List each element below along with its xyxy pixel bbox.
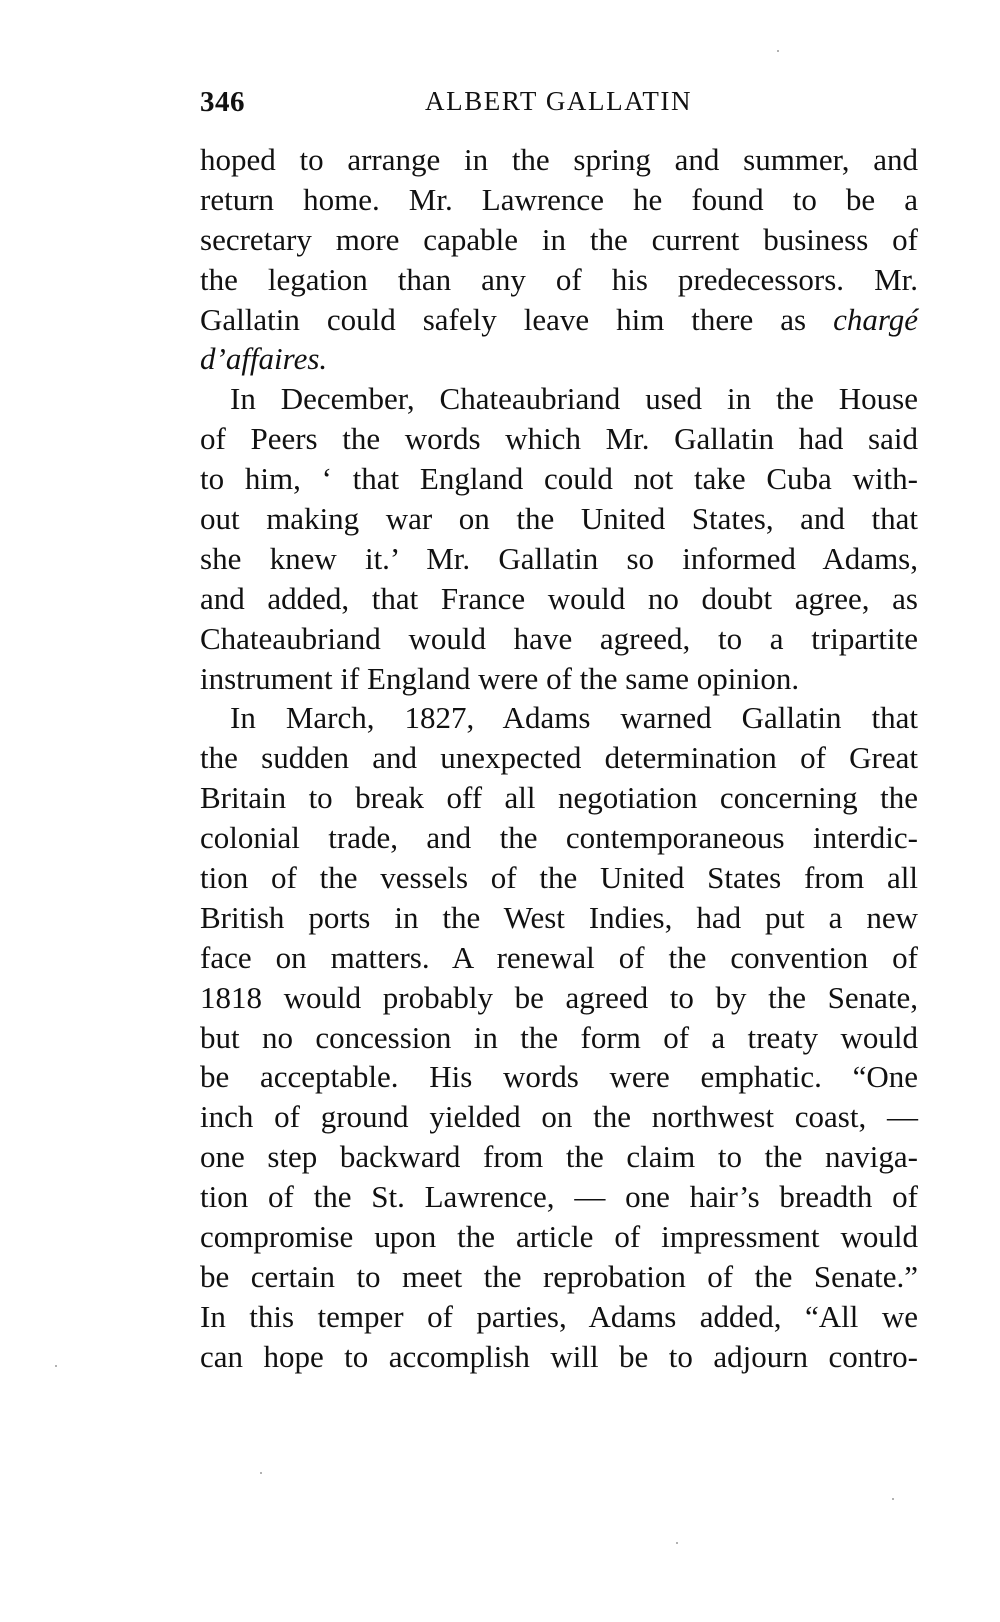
line-text: to him, ‘ that England could not take Cuba with- xyxy=(200,461,918,497)
running-title: ALBERT GALLATIN xyxy=(425,86,693,116)
text-line xyxy=(200,1177,918,1217)
line-text: return home. Mr. Lawrence he found to be a xyxy=(200,181,918,217)
line-text: Britain to break off all negotiation concerning the xyxy=(200,780,918,816)
paper-speck xyxy=(892,1498,894,1500)
line-text: British ports in the West Indies, had put a new xyxy=(200,899,918,935)
text-line xyxy=(200,738,918,778)
text-line xyxy=(200,898,918,938)
text-line xyxy=(200,1337,918,1377)
line-text: 1818 would probably be agreed to by the Senate, xyxy=(200,979,918,1015)
text-line xyxy=(200,698,918,738)
text-line xyxy=(200,180,918,220)
text-line xyxy=(200,1057,918,1097)
text-line xyxy=(200,419,918,459)
line-text: and added, that France would no doubt agree, as xyxy=(200,580,918,616)
text-line xyxy=(200,978,918,1018)
text-line xyxy=(200,659,918,699)
text-line xyxy=(200,1018,918,1058)
line-text: tion of the St. Lawrence, — one hair’s breadth of xyxy=(200,1179,918,1215)
line-text: tion of the vessels of the United States from all xyxy=(200,860,918,896)
line-text: but no concession in the form of a treaty would xyxy=(200,1019,918,1055)
line-text: secretary more capable in the current business of xyxy=(200,221,918,257)
line-text: be certain to meet the reprobation of the Senate.” xyxy=(200,1258,918,1294)
line-text: the sudden and unexpected determination of Great xyxy=(200,740,918,776)
text-line xyxy=(200,778,918,818)
text-line xyxy=(200,339,918,379)
text-line xyxy=(200,499,918,539)
line-text: colonial trade, and the contemporaneous interdic- xyxy=(200,820,918,856)
text-line xyxy=(200,1297,918,1337)
text-line xyxy=(200,1257,918,1297)
text-line xyxy=(200,818,918,858)
body-text xyxy=(200,140,918,1377)
text-line xyxy=(200,539,918,579)
line-text: In this temper of parties, Adams added, “All we xyxy=(200,1298,918,1334)
line-text: Chateaubriand would have agreed, to a tripartite xyxy=(200,620,918,656)
text-line xyxy=(200,300,918,340)
text-line xyxy=(200,140,918,180)
line-text: be acceptable. His words were emphatic. “One xyxy=(200,1059,918,1095)
line-text: face on matters. A renewal of the convention of xyxy=(200,939,918,975)
line-text: inch of ground yielded on the northwest coast, — xyxy=(200,1099,918,1135)
line-text: compromise upon the article of impressment would xyxy=(200,1219,918,1255)
line-text: can hope to accomplish will be to adjourn contro- xyxy=(200,1338,918,1374)
text-line xyxy=(200,1217,918,1257)
paper-speck xyxy=(260,1472,262,1474)
running-head xyxy=(200,86,918,122)
text-line xyxy=(200,619,918,659)
italic-text: chargé xyxy=(833,301,918,337)
line-text: In March, 1827, Adams warned Gallatin that xyxy=(230,700,918,736)
paper-speck xyxy=(676,1542,678,1544)
text-line xyxy=(200,1097,918,1137)
line-text: of Peers the words which Mr. Gallatin had said xyxy=(200,421,918,457)
line-text: Gallatin could safely leave him there as xyxy=(200,301,834,337)
text-line xyxy=(200,938,918,978)
line-text: out making war on the United States, and that xyxy=(200,501,918,537)
text-line xyxy=(200,579,918,619)
text-line xyxy=(200,220,918,260)
text-line xyxy=(200,379,918,419)
text-line xyxy=(200,260,918,300)
text-line xyxy=(200,858,918,898)
line-text: the legation than any of his predecessors. Mr. xyxy=(200,261,918,297)
text-line xyxy=(200,1137,918,1177)
line-text: hoped to arrange in the spring and summer, and xyxy=(200,142,918,177)
paper-speck xyxy=(777,50,779,52)
line-text: instrument if England were of the same opinion. xyxy=(200,660,800,696)
text-line xyxy=(200,459,918,499)
line-text: In December, Chateaubriand used in the House xyxy=(230,381,918,417)
line-text: one step backward from the claim to the naviga- xyxy=(200,1139,918,1175)
page-number: 346 xyxy=(200,86,245,118)
paper-speck xyxy=(55,1365,57,1367)
italic-text: d’affaires. xyxy=(200,341,328,377)
line-text: she knew it.’ Mr. Gallatin so informed Adams, xyxy=(200,540,918,576)
